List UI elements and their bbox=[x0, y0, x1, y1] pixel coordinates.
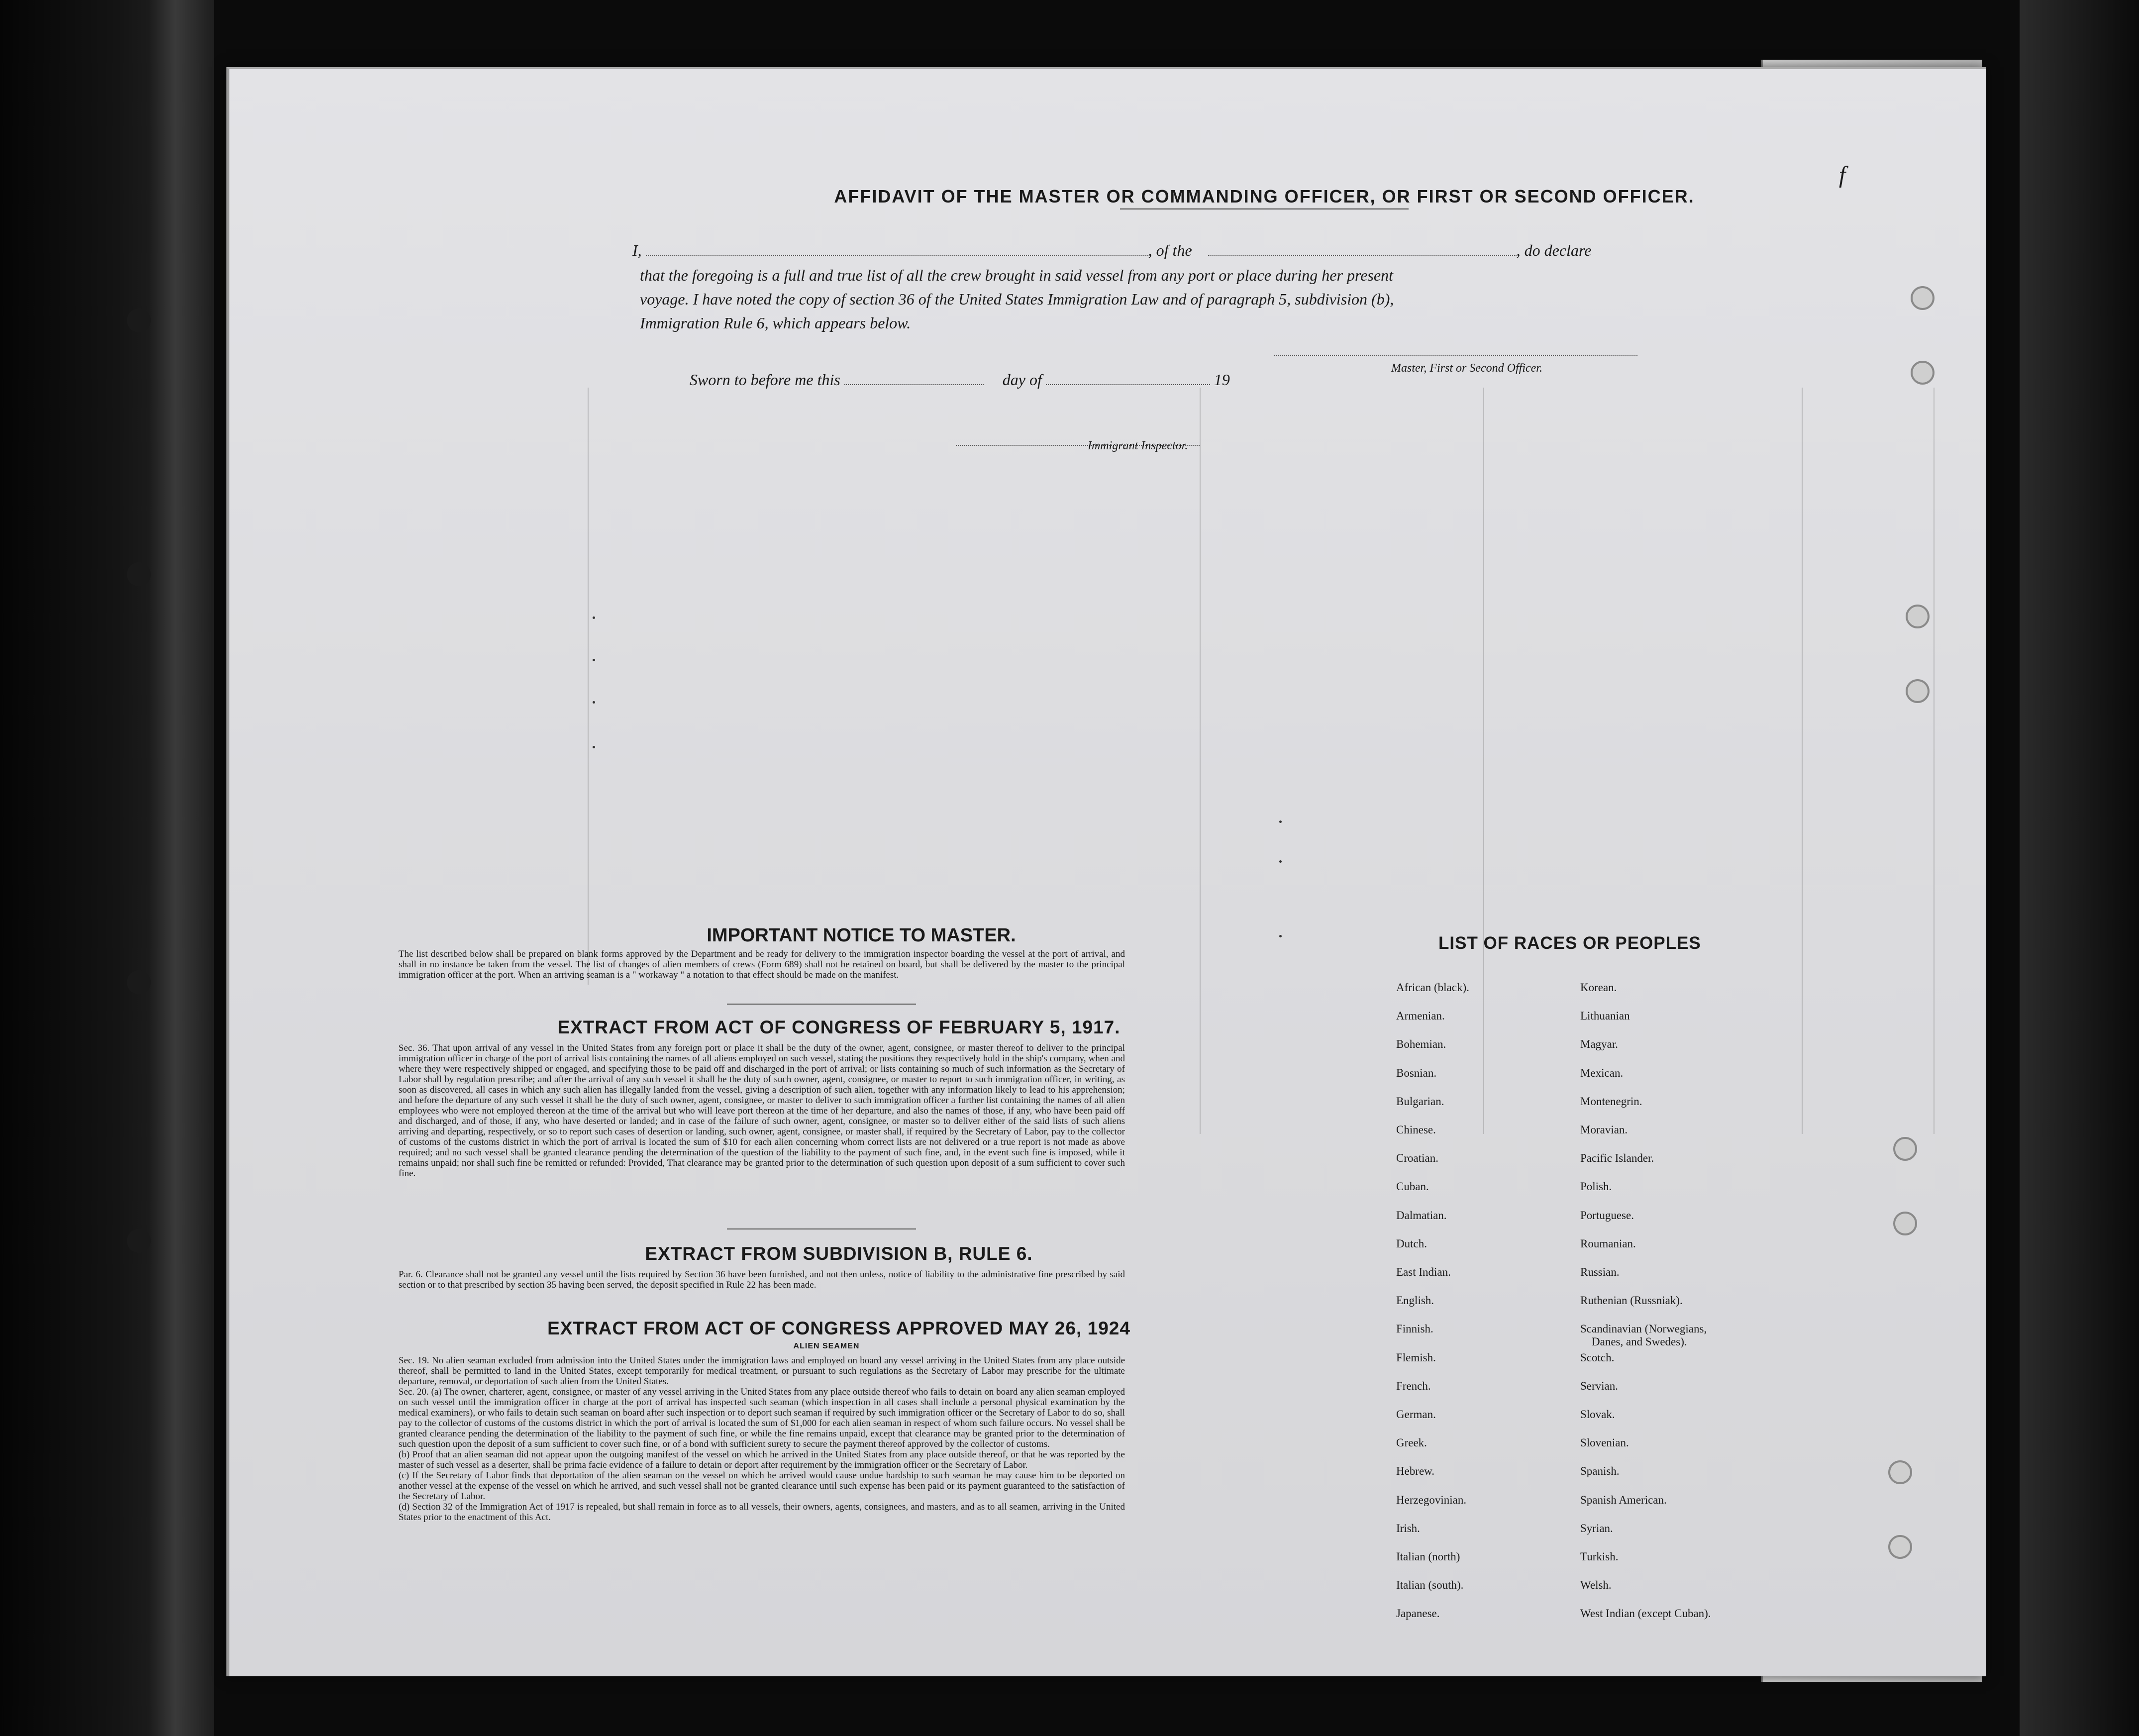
speck bbox=[1279, 820, 1282, 823]
binder-ring bbox=[1911, 361, 1935, 385]
race-item-left: Bulgarian. bbox=[1396, 1095, 1444, 1108]
section-divider bbox=[727, 1004, 916, 1005]
race-item-left: Italian (south). bbox=[1396, 1579, 1464, 1592]
race-item-left: Finnish. bbox=[1396, 1323, 1433, 1335]
binder-ring bbox=[1906, 679, 1930, 703]
affidavit-of-the: , of the bbox=[1148, 241, 1192, 259]
race-item-left: Bosnian. bbox=[1396, 1066, 1437, 1079]
section-divider bbox=[727, 1228, 916, 1229]
race-item-left: Dutch. bbox=[1396, 1237, 1427, 1250]
race-item-right: Polish. bbox=[1580, 1180, 1612, 1193]
day-of-text: day of bbox=[1002, 371, 1042, 389]
extract-1924-sec20c: (c) If the Secretary of Labor finds that deportation of the alien seaman on the vessel on which he arrived would cause undue hardship to such seaman he may cause him to be deported on another vessel at the expense of the vessel on which he arrived, and such vessel shall not be granted clearance until such expense has been paid or its payment guaranteed to the satisfaction of the Secretary of Labor. bbox=[399, 1470, 1125, 1502]
race-item-right: Scotch. bbox=[1580, 1351, 1615, 1364]
binder-hole bbox=[127, 1229, 151, 1253]
title-divider bbox=[1120, 208, 1409, 209]
race-item-right: Scandinavian (Norwegians, Danes, and Swedes). bbox=[1580, 1323, 1707, 1348]
binder-hole bbox=[127, 308, 151, 332]
affidavit-line-2: that the foregoing is a full and true list of all the crew brought in said vessel from any port or place during her present bbox=[640, 266, 1393, 284]
extract-1924-sec20a: Sec. 20. (a) The owner, charterer, agent, consignee, or master of any vessel arriving in the United States from any place outside thereof who fails to detain on board any alien seaman employed on such vessel until the immigration officer in charge at the port of arrival has inspected such seaman (which inspection in all cases shall include a personal physical examination by the medical examiners), or who fails to detain such seaman on board after such inspection or to deport such seaman if required by such immigration officer or the Secretary of Labor to do so, shall pay to the collector of customs of the customs district in which the port of arrival is located the sum of $1,000 for each alien seaman in respect of whom such failure occurs. No vessel shall be granted clearance pending the determination of the liability to the payment of such fine, or while the fine remains unpaid, except that clearance may be granted prior to the determination of such question upon the deposit of a sum sufficient to cover such fine, or of a bond with sufficient surety to secure the payment thereof approved by the collector of customs. bbox=[399, 1387, 1125, 1449]
race-item-left: Dalmatian. bbox=[1396, 1209, 1447, 1222]
speck bbox=[593, 659, 595, 661]
races-right-column bbox=[1580, 981, 1859, 1688]
race-item-right: Spanish. bbox=[1580, 1465, 1620, 1478]
year-prefix: 19 bbox=[1214, 371, 1230, 389]
race-item-right: Russian. bbox=[1580, 1266, 1620, 1278]
extract-1924-sec20b: (b) Proof that an alien seaman did not appear upon the outgoing manifest of the vessel on which he arrived in the United States from any place outside thereof, or that he was reported by the master of such vessel as a deserter, shall be prima facie evidence of a failure to detain or deport after requirement by the immigration officer or the Secretary of Labor. bbox=[399, 1449, 1125, 1470]
form-rule bbox=[1934, 388, 1935, 1134]
race-item-left: Hebrew. bbox=[1396, 1465, 1435, 1478]
race-item-right: Pacific Islander. bbox=[1580, 1152, 1654, 1165]
binder-ring bbox=[1888, 1535, 1912, 1559]
affidavit-i: I, bbox=[632, 241, 642, 259]
affidavit-title: AFFIDAVIT OF THE MASTER OR COMMANDING OFFICER, OR FIRST OR SECOND OFFICER. bbox=[834, 186, 1695, 206]
speck bbox=[593, 746, 595, 748]
extract-1917-text: Sec. 36. That upon arrival of any vessel in the United States from any foreign port or place it shall be the duty of the owner, agent, consignee, or master thereof to deliver to the principal immigration officer in charge of the port of arrival lists containing the names of all aliens employed on such vessel, stating the positions they respectively hold in the ship's company, when and where they were respectively shipped or engaged, and specifying those to be paid off and discharged in the port of arrival; or lists containing so much of such information as the Secretary of Labor shall by regulation prescribe; and after the arrival of any such vessel it shall be the duty of such owner, agent, consignee, or master to report to such immigration officer, in writing, as soon as discovered, all cases in which any such alien has illegally landed from the vessel, giving a description of such alien, together with any information likely to lead to his apprehension; and before the departure of any such vessel it shall be the duty of such owner, agent, consignee, or master to deliver to such immigration officer a further list containing the names of all alien employees who were not employed thereon at the time of the arrival but who will leave port thereon at the time of her departure, and also the names of those, if any, who have been paid off and discharged, and of those, if any, who have deserted or landed; and in case of the failure of such owner, agent, consignee, or master so to deliver either of the said lists of such aliens arriving and departing, respectively, or so to report such cases of desertion or landing, such owner, agent, consignee, or master shall, if required by the Secretary of Labor, pay to the collector of customs of the customs district in which the port of arrival is located the sum of $10 for each alien concerning whom correct lists are not delivered or a true report is not made as above required; and no such vessel shall be granted clearance pending the determination of the question of the liability to the payment of such fine, and, in the event such fine is imposed, while it remains unpaid; nor shall such fine be remitted or refunded: Provided, That clearance may be granted prior to the determination of such question upon deposit of a sum sufficient to cover such fine. bbox=[399, 1043, 1125, 1179]
speck bbox=[1279, 860, 1282, 863]
binder-ring bbox=[1893, 1137, 1917, 1161]
sworn-text: Sworn to before me this bbox=[690, 371, 840, 389]
inspector-signature-label: Immigrant Inspector. bbox=[1088, 439, 1188, 452]
binder-ring bbox=[1911, 286, 1935, 310]
affidavit-declare: , do declare bbox=[1516, 241, 1592, 259]
race-item-right: Turkish. bbox=[1580, 1550, 1619, 1563]
race-item-right: Mexican. bbox=[1580, 1066, 1624, 1079]
master-signature-label: Master, First or Second Officer. bbox=[1391, 362, 1542, 375]
sworn-day-field[interactable] bbox=[844, 384, 984, 385]
race-item-right: Lithuanian bbox=[1580, 1010, 1630, 1022]
binder-hole bbox=[127, 970, 151, 994]
binder-strip bbox=[149, 0, 214, 1736]
race-item-right: Servian. bbox=[1580, 1379, 1619, 1392]
race-item-left: Cuban. bbox=[1396, 1180, 1429, 1193]
race-item-right: Roumanian. bbox=[1580, 1237, 1636, 1250]
extract-1924-body bbox=[399, 1355, 1125, 1523]
form-rule bbox=[588, 388, 589, 985]
race-item-right: Montenegrin. bbox=[1580, 1095, 1642, 1108]
binder-ring bbox=[1893, 1212, 1917, 1235]
race-item-left: Italian (north) bbox=[1396, 1550, 1460, 1563]
notice-text: The list described below shall be prepared on blank forms approved by the Department and be ready for delivery to the immigration inspector boarding the vessel at the port of arrival, and shall in no instance be taken from the vessel. The list of changes of alien members of crews (Form 689) shall not be retained on board, but shall be delivered by the master to the principal immigration officer at the port. When an arriving seaman is a " workaway " a notation to that effect should be made on the manifest. bbox=[399, 949, 1125, 980]
race-item-left: Croatian. bbox=[1396, 1152, 1438, 1165]
races-title: LIST OF RACES OR PEOPLES bbox=[1438, 933, 1701, 953]
form-rule bbox=[1200, 388, 1201, 1134]
extract-1924-sec20d: (d) Section 32 of the Immigration Act of 1917 is repealed, but shall remain in force as to all vessels, their owners, agents, consignees, and masters, and as to all seamen, arriving in the United States prior to the enactment of this Act. bbox=[399, 1502, 1125, 1523]
form-page bbox=[226, 67, 1986, 1676]
binder-ring bbox=[1888, 1460, 1912, 1484]
race-item-right: Ruthenian (Russniak). bbox=[1580, 1294, 1683, 1307]
race-item-left: Irish. bbox=[1396, 1522, 1420, 1534]
race-item-right: Syrian. bbox=[1580, 1522, 1613, 1534]
race-item-left: East Indian. bbox=[1396, 1266, 1451, 1278]
speck bbox=[1279, 935, 1282, 937]
extract-rule6-text: Par. 6. Clearance shall not be granted any vessel until the lists required by Section 36 have been furnished, and not then unless, notice of liability to the administrative fine prescribed by said section or to that prescribed by section 35 having been served, the deposit specified in Rule 22 has been made. bbox=[399, 1269, 1125, 1290]
affidavit-line-4: Immigration Rule 6, which appears below. bbox=[640, 314, 911, 332]
race-item-right: Korean. bbox=[1580, 981, 1617, 994]
race-item-left: Japanese. bbox=[1396, 1607, 1440, 1620]
race-item-left: Armenian. bbox=[1396, 1010, 1445, 1022]
race-item-right: Spanish American. bbox=[1580, 1493, 1667, 1506]
margin-mark: f bbox=[1839, 162, 1846, 188]
speck bbox=[593, 701, 595, 704]
race-item-left: Bohemian. bbox=[1396, 1038, 1446, 1051]
race-item-left: German. bbox=[1396, 1408, 1436, 1421]
race-item-right: West Indian (except Cuban). bbox=[1580, 1607, 1711, 1620]
extract-rule6-title: EXTRACT FROM SUBDIVISION B, RULE 6. bbox=[645, 1243, 1033, 1264]
master-signature-line[interactable] bbox=[1274, 355, 1637, 356]
extract-1924-title: EXTRACT FROM ACT OF CONGRESS APPROVED MAY 26, 1924 bbox=[547, 1318, 1130, 1338]
race-item-left: Herzegovinian. bbox=[1396, 1493, 1467, 1506]
race-item-left: English. bbox=[1396, 1294, 1434, 1307]
affidavit-line-1 bbox=[632, 238, 1841, 262]
race-item-left: African (black). bbox=[1396, 981, 1469, 994]
race-item-left: French. bbox=[1396, 1379, 1431, 1392]
race-item-right: Portuguese. bbox=[1580, 1209, 1634, 1222]
scan-background-right bbox=[2020, 0, 2139, 1736]
race-item-right: Slovenian. bbox=[1580, 1436, 1629, 1449]
extract-1924-sec19: Sec. 19. No alien seaman excluded from admission into the United States under the immigration laws and employed on board any vessel arriving in the United States from any place outside thereof, shall be permitted to land in the United States, except temporarily for medical treatment, or pursuant to such regulations as the Secretary of Labor may prescribe for the ultimate departure, removal, or deportation of such alien from the United States. bbox=[399, 1355, 1125, 1387]
affidavit-line-3: voyage. I have noted the copy of section 36 of the United States Immigration Law and of paragraph 5, subdivision (b), bbox=[640, 290, 1394, 308]
speck bbox=[593, 616, 595, 619]
extract-1917-title: EXTRACT FROM ACT OF CONGRESS OF FEBRUARY 5, 1917. bbox=[557, 1017, 1120, 1037]
binder-hole bbox=[127, 562, 151, 586]
race-item-right: Moravian. bbox=[1580, 1123, 1628, 1136]
race-item-left: Flemish. bbox=[1396, 1351, 1436, 1364]
race-item-left: Chinese. bbox=[1396, 1123, 1436, 1136]
extract-1924-subtitle: ALIEN SEAMEN bbox=[793, 1342, 860, 1350]
sworn-month-field[interactable] bbox=[1046, 384, 1210, 385]
race-item-right: Slovak. bbox=[1580, 1408, 1615, 1421]
vessel-name-field[interactable] bbox=[1208, 255, 1517, 256]
officer-name-field[interactable] bbox=[646, 255, 1148, 256]
race-item-right: Welsh. bbox=[1580, 1579, 1612, 1592]
notice-title: IMPORTANT NOTICE TO MASTER. bbox=[707, 925, 1016, 946]
binder-ring bbox=[1906, 605, 1930, 628]
race-item-left: Greek. bbox=[1396, 1436, 1427, 1449]
race-item-right: Magyar. bbox=[1580, 1038, 1619, 1051]
